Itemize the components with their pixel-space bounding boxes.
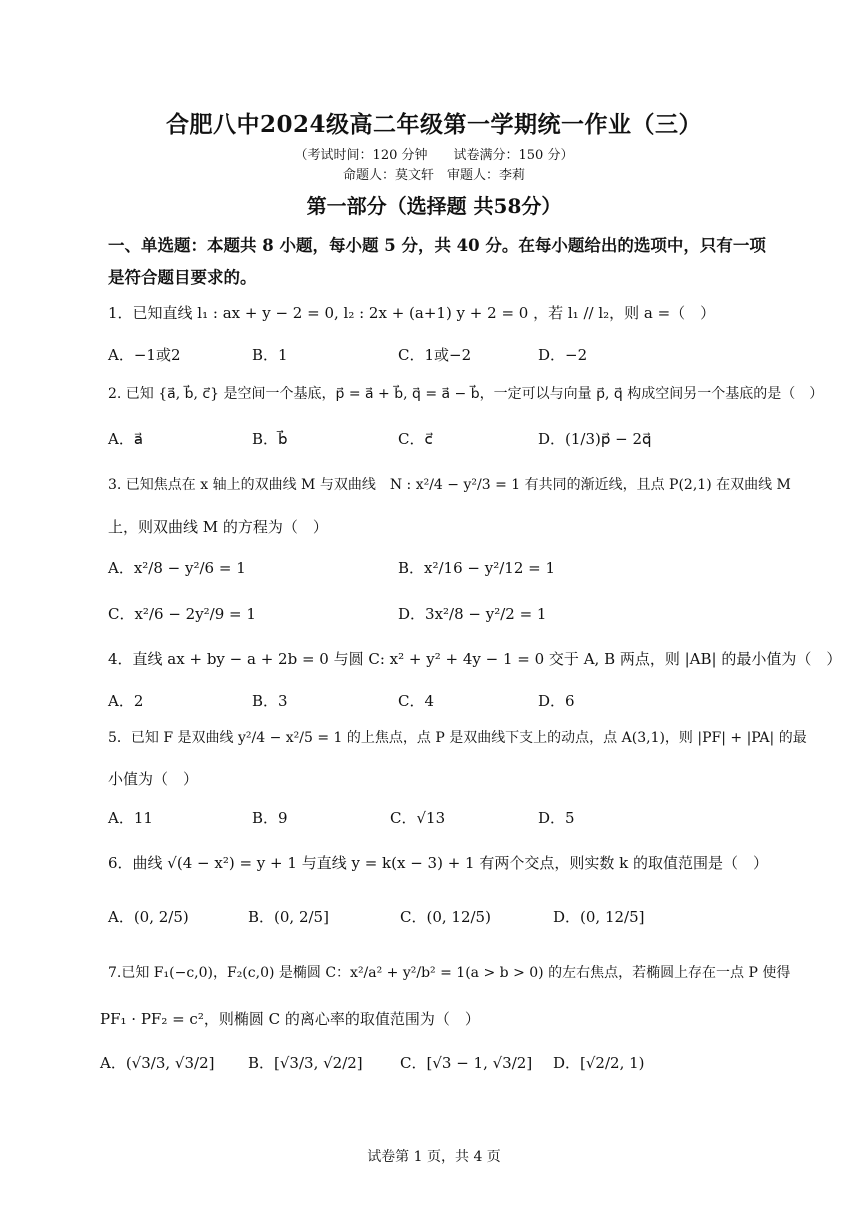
question-6-stem: 6．曲线 √(4 − x²) = y + 1 与直线 y = k(x − 3) + 1 有两个交点，则实数 k 的取值范围是（ ） — [108, 854, 768, 872]
question-5-option-d: D．5 — [538, 809, 575, 827]
question-6-option-b: B．(0, 2/5] — [248, 908, 329, 926]
question-7-stem-line2: PF₁ · PF₂ = c²，则椭圆 C 的离心率的取值范围为（ ） — [100, 1010, 480, 1028]
question-5-option-c: C．√13 — [390, 809, 446, 827]
page-footer: 试卷第 1 页，共 4 页 — [367, 1149, 501, 1165]
exam-authors: 命题人：莫文轩 审题人：李莉 — [342, 168, 525, 183]
question-5-stem-line2: 小值为（ ） — [108, 770, 199, 788]
question-7-option-c: C．[√3 − 1, √3/2] — [400, 1054, 533, 1072]
question-4-option-c: C．4 — [398, 692, 435, 710]
question-6-option-d: D．(0, 12/5] — [553, 908, 645, 926]
question-7-option-d: D．[√2/2, 1) — [553, 1054, 645, 1072]
question-2-option-c: C．c⃗ — [398, 430, 433, 448]
question-6-option-c: C．(0, 12/5) — [400, 908, 491, 926]
question-3-option-c: C．x²/6 − 2y²/9 = 1 — [108, 605, 256, 623]
question-2-option-b: B．b⃗ — [252, 430, 288, 448]
question-4-option-a: A．2 — [108, 692, 144, 710]
question-5-stem-line1: 5．已知 F 是双曲线 y²/4 − x²/5 = 1 的上焦点，点 P 是双曲线下支上的动点，点 A(3,1)，则 |PF| + |PA| 的最 — [108, 730, 807, 746]
question-5-option-a: A．11 — [108, 809, 153, 827]
question-4-option-d: D．6 — [538, 692, 575, 710]
exam-title: 合肥八中2024级高二年级第一学期统一作业（三） — [165, 111, 702, 138]
question-1-option-a: A．−1或2 — [108, 346, 181, 364]
question-1-option-d: D．−2 — [538, 346, 588, 364]
question-7-stem-line1: 7.已知 F₁(−c,0)，F₂(c,0) 是椭圆 C：x²/a² + y²/b² = 1(a > b > 0) 的左右焦点，若椭圆上存在一点 P 使得 — [108, 965, 791, 981]
part-title: 第一部分（选择题 共58分） — [306, 194, 562, 218]
question-6-option-a: A．(0, 2/5) — [108, 908, 189, 926]
question-1-option-c: C．1或−2 — [398, 346, 472, 364]
question-7-option-a: A．(√3/3, √3/2] — [100, 1054, 215, 1072]
question-5-option-b: B．9 — [252, 809, 288, 827]
question-2-option-a: A．a⃗ — [108, 430, 144, 448]
question-1-option-b: B．1 — [252, 346, 288, 364]
question-2-option-d: D．(1/3)p⃗ − 2q⃗ — [538, 430, 652, 448]
question-4-stem: 4．直线 ax + by − a + 2b = 0 与圆 C: x² + y² + 4y − 1 = 0 交于 A, B 两点，则 |AB| 的最小值为（ ） — [108, 650, 842, 668]
section-heading-line1: 一、单选题：本题共 8 小题，每小题 5 分，共 40 分。在每小题给出的选项中，只有一项 — [108, 236, 766, 255]
question-2-stem: 2. 已知 {a⃗, b⃗, c⃗} 是空间一个基底，p⃗ = a⃗ + b⃗, q⃗ = a⃗ − b⃗，一定可以与向量 p⃗, q⃗ 构成空间另一个基底的是（ ） — [108, 386, 824, 402]
question-3-stem-line2: 上，则双曲线 M 的方程为（ ） — [108, 518, 328, 536]
question-3-option-b: B．x²/16 − y²/12 = 1 — [398, 559, 556, 577]
question-3-option-d: D．3x²/8 − y²/2 = 1 — [398, 605, 547, 623]
question-4-option-b: B．3 — [252, 692, 288, 710]
exam-info: （考试时间：120 分钟 试卷满分：150 分） — [294, 148, 574, 163]
question-1-stem: 1．已知直线 l₁ : ax + y − 2 = 0, l₂ : 2x + (a+1) y + 2 = 0 ，若 l₁ // l₂，则 a =（ ） — [108, 304, 716, 322]
question-7-option-b: B．[√3/3, √2/2] — [248, 1054, 363, 1072]
question-3-stem-line1: 3. 已知焦点在 x 轴上的双曲线 M 与双曲线 N : x²/4 − y²/3 = 1 有共同的渐近线，且点 P(2,1) 在双曲线 M — [108, 477, 791, 493]
question-3-option-a: A．x²/8 − y²/6 = 1 — [108, 559, 246, 577]
section-heading-line2: 是符合题目要求的。 — [108, 268, 257, 287]
